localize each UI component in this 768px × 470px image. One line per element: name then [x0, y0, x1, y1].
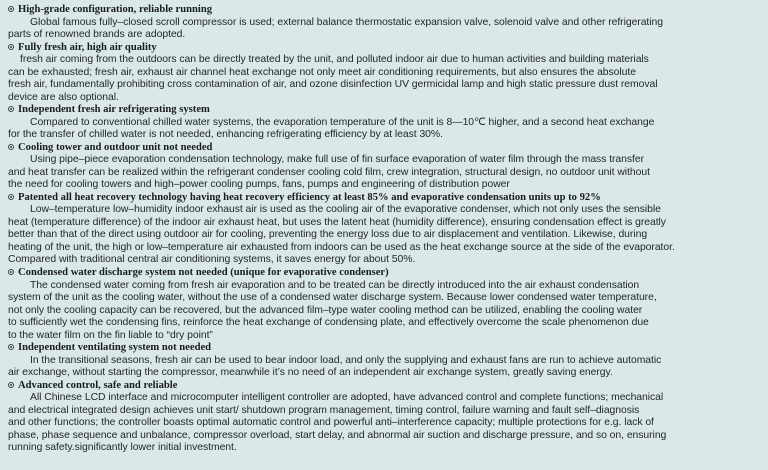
- section-heading: [8, 380, 760, 393]
- section-heading-text: Independent ventilating system not needed: [18, 342, 212, 354]
- paragraph-line: and heat transfer can be realized within the refrigerant condenser cooling cold film, crew integration, structural design, no outdoor unit without: [8, 166, 650, 178]
- section-heading-text: Fully fresh air, high air quality: [18, 41, 157, 53]
- section-heading-text: Condensed water discharge system not needed (unique for evaporative condenser): [18, 266, 389, 278]
- paragraph-line: heating of the unit, the high or low–temperature air exhausted from indoors can be used as the heat exchange source at the side of the evaporator.: [8, 241, 675, 253]
- paragraph-line: not only the cooling capacity can be recovered, but the advanced film–type water cooling method can be utilized, enabling the cooling water: [8, 304, 643, 316]
- section-heading-text: High-grade configuration, reliable running: [18, 4, 213, 15]
- section-heading: [8, 4, 760, 17]
- section-heat-recovery: [8, 192, 760, 267]
- section-cooling-tower: [8, 142, 760, 192]
- section-heading-text: Advanced control, safe and reliable: [18, 379, 178, 391]
- circle-bullet-icon: [8, 106, 14, 112]
- circle-bullet-icon: [8, 382, 14, 388]
- section-heading: [8, 104, 760, 117]
- circle-bullet-icon: [8, 344, 14, 350]
- section-heading: [8, 192, 760, 205]
- paragraph-line: Global famous fully–closed scroll compressor is used; external balance thermostatic expansion valve, solenoid valve and other refrigerating: [30, 16, 663, 28]
- section-advanced-control: [8, 380, 760, 455]
- circle-bullet-icon: [8, 269, 14, 275]
- section-condensed-water: [8, 267, 760, 342]
- paragraph-line: air exchange, without starting the compressor, meanwhile it’s no need of an independent air exchange system, greatly saving energy.: [8, 367, 613, 379]
- paragraph-line: device are also optional.: [8, 91, 119, 103]
- section-independent-ventilating: [8, 342, 760, 380]
- paragraph-line: and other functions; the controller boasts optimal automatic control and powerful anti–interference capacity; multiple protections for e.g. lack of: [8, 417, 654, 429]
- paragraph-line: for the transfer of chilled water is not needed, enhancing refrigerating efficiency by at least 30%.: [8, 129, 443, 141]
- paragraph-line: In the transitional seasons, fresh air can be used to bear indoor load, and only the supplying and exhaust fans are run to achieve automatic: [30, 354, 662, 366]
- paragraph-line: Low–temperature low–humidity indoor exhaust air is used as the cooling air of the evaporative condenser, which not only uses the sensible: [30, 204, 661, 216]
- circle-bullet-icon: [8, 194, 14, 200]
- paragraph-line: fresh air coming from the outdoors can be directly treated by the unit, and polluted indoor air due to human activities and building materials: [20, 54, 649, 66]
- paragraph-line: parts of renowned brands are adopted.: [8, 29, 186, 41]
- section-heading: [8, 142, 760, 155]
- paragraph-line: All Chinese LCD interface and microcomputer intelligent controller are adopted, have advanced control and complete functions; mechanical: [30, 392, 664, 404]
- paragraph-line: and electrical integrated design achieves unit start/ shutdown program management, timing control, failure warning and fault self–diagnosis: [8, 404, 640, 416]
- paragraph-line: the need for cooling towers and high–power cooling pumps, fans, pumps and engineering of distribution power: [8, 179, 510, 191]
- paragraph-line: system of the unit as the cooling water, without the use of a condensed water discharge system. Because lower condensed water temperature,: [8, 292, 657, 304]
- paragraph-line: running safety.significantly lower initial investment.: [8, 442, 237, 454]
- section-heading-text: Cooling tower and outdoor unit not needed: [18, 141, 213, 153]
- section-heading: [8, 342, 760, 355]
- paragraph-line: can be exhausted; fresh air, exhaust air channel heat exchange not only meet air conditioning requirements, but also ensures the absolute: [8, 66, 636, 78]
- paragraph-line: to sufficiently wet the condensing fins, reinforce the heat exchange of condensing plate, and effectively overcome the scale phenomenon due: [8, 317, 649, 329]
- section-independent-refrigerating: [8, 104, 760, 142]
- paragraph-line: Using pipe–piece evaporation condensation technology, make full use of fin surface evaporation of water film through the mass transfer: [30, 154, 645, 166]
- section-heading: [8, 42, 760, 55]
- section-heading-text: Patented all heat recovery technology having heat recovery efficiency at least 85% and evaporative condensation units up to 92%: [18, 191, 601, 203]
- paragraph-line: better than that of the direct using outdoor air for cooling, preventing the energy loss due to air displacement and ventilation. Likewise, during: [8, 229, 648, 241]
- paragraph-line: fresh air, fundamentally prohibiting cross contamination of air, and ozone disinfection UV germicidal lamp and high static pressure dust removal: [8, 79, 658, 91]
- section-heading: [8, 267, 760, 280]
- paragraph-line: phase, phase sequence and unbalance, compressor overload, start delay, and abnormal air suction and discharge pressure, and so on, ensuring: [8, 429, 667, 441]
- section-heading-text: Independent fresh air refrigerating system: [18, 104, 210, 116]
- circle-bullet-icon: [8, 44, 14, 50]
- paragraph-line: Compared to conventional chilled water systems, the evaporation temperature of the unit is 8—10℃ higher, and a second heat exchange: [30, 116, 655, 128]
- paragraph-line: The condensed water coming from fresh air evaporation and to be treated can be directly introduced into the air exhaust condensation: [30, 279, 640, 291]
- paragraph-line: Compared with traditional central air conditioning systems, it saves energy for about 50%.: [8, 254, 416, 266]
- circle-bullet-icon: [8, 144, 14, 150]
- section-fully-fresh-air: [8, 42, 760, 105]
- paragraph-line: heat (temperature difference) of the indoor air exhaust heat, but uses the latent heat (humidity difference), ensuring condensation effect is greatly: [8, 216, 666, 228]
- section-high-grade-configuration: [8, 4, 760, 42]
- paragraph-line: to the water film on the fin liable to “dry point”: [8, 329, 213, 341]
- circle-bullet-icon: [8, 6, 14, 12]
